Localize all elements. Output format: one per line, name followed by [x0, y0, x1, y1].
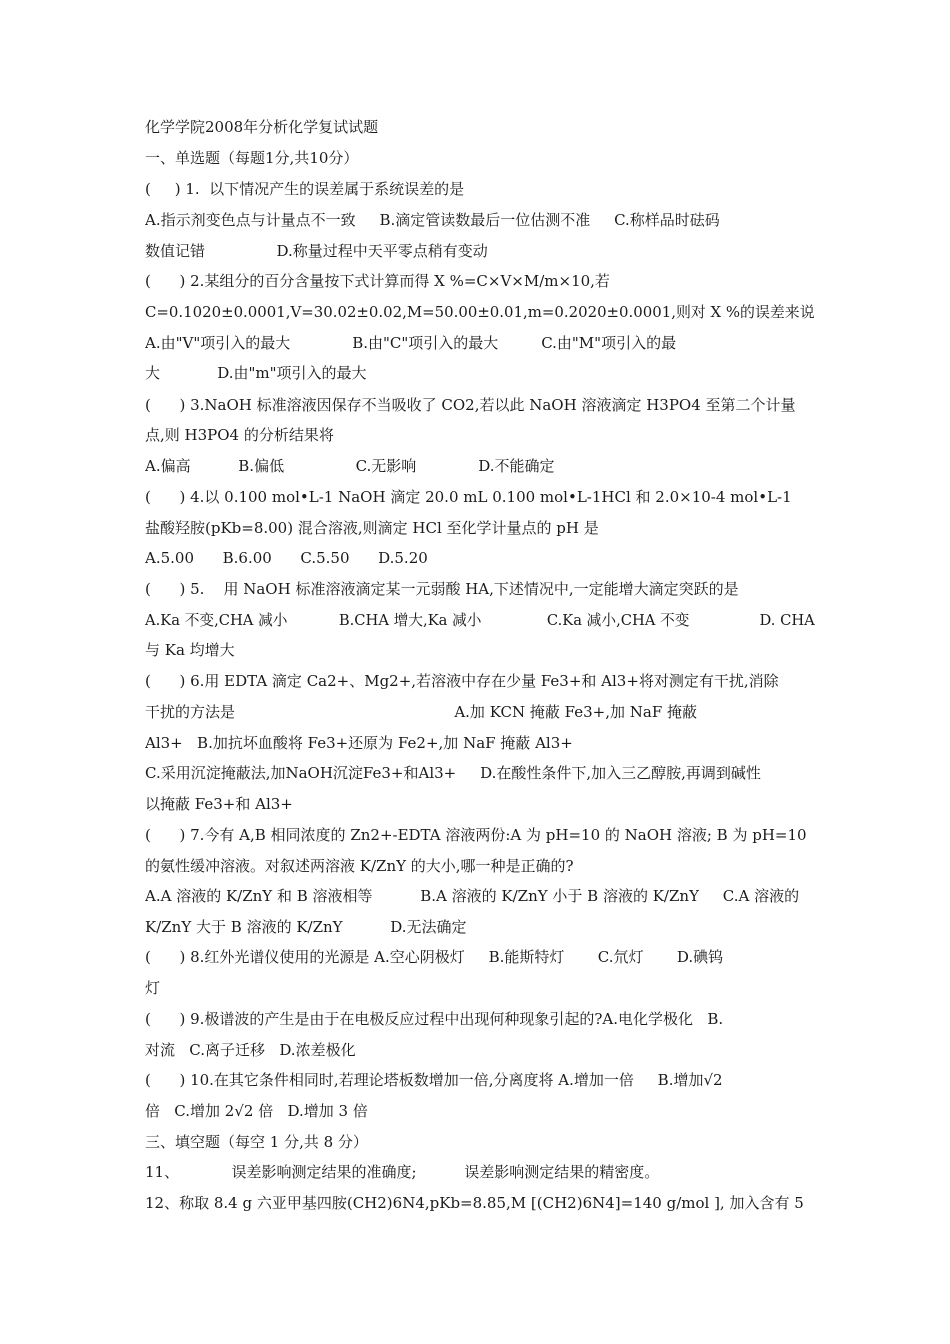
question-line: ( ) 9.极谱波的产生是由于在电极反应过程中出现何种现象引起的?A.电化学极化 B.	[145, 1010, 724, 1028]
question-line: 大 D.由"m"项引入的最大	[145, 364, 367, 382]
question-line: 点,则 H3PO4 的分析结果将	[145, 426, 334, 444]
question-line: 盐酸羟胺(pKb=8.00) 混合溶液,则滴定 HCl 至化学计量点的 pH 是	[145, 519, 599, 537]
question-line: Al3+ B.加抗坏血酸将 Fe3+还原为 Fe2+,加 NaF 掩蔽 Al3+	[145, 734, 573, 752]
question-line: ( ) 4.以 0.100 mol•L-1 NaOH 滴定 20.0 mL 0.100 mol•L-1HCl 和 2.0×10-4 mol•L-1	[145, 488, 792, 506]
question-line: 以掩蔽 Fe3+和 Al3+	[145, 795, 293, 813]
question-line: ( ) 2.某组分的百分含量按下式计算而得 X %=C×V×M/m×10,若	[145, 272, 610, 290]
question-line: C=0.1020±0.0001,V=30.02±0.02,M=50.00±0.01,m=0.2020±0.0001,则对 X %的误差来说	[145, 303, 815, 321]
question-line: C.采用沉淀掩蔽法,加NaOH沉淀Fe3+和Al3+ D.在酸性条件下,加入三乙醇胺,再调到碱性	[145, 764, 761, 782]
question-line: A.Ka 不变,CHA 减小 B.CHA 增大,Ka 减小 C.Ka 减小,CHA 不变 D. CHA	[145, 611, 815, 629]
question-line: ( ) 5. 用 NaOH 标准溶液滴定某一元弱酸 HA,下述情况中,一定能增大滴定突跃的是	[145, 580, 739, 598]
section-heading: 一、单选题（每题1分,共10分）	[145, 149, 359, 167]
question-line: ( ) 7.今有 A,B 相同浓度的 Zn2+-EDTA 溶液两份:A 为 pH=10 的 NaOH 溶液; B 为 pH=10	[145, 826, 807, 844]
question-line: 干扰的方法是 A.加 KCN 掩蔽 Fe3+,加 NaF 掩蔽	[145, 703, 697, 721]
question-line: A.指示剂变色点与计量点不一致 B.滴定管读数最后一位估测不准 C.称样品时砝码	[145, 211, 720, 229]
question-line: 数值记错 D.称量过程中天平零点稍有变动	[145, 242, 488, 260]
question-line: 灯	[145, 979, 161, 997]
question-line: 倍 C.增加 2√2 倍 D.增加 3 倍	[145, 1102, 368, 1120]
question-line: A.由"V"项引入的最大 B.由"C"项引入的最大 C.由"M"项引入的最	[145, 334, 677, 352]
question-line: A.A 溶液的 K/ZnY 和 B 溶液相等 B.A 溶液的 K/ZnY 小于 B 溶液的 K/ZnY C.A 溶液的	[145, 887, 800, 905]
question-line: 11、 误差影响测定结果的准确度; 误差影响测定结果的精密度。	[145, 1163, 660, 1181]
question-line: ( ) 6.用 EDTA 滴定 Ca2+、Mg2+,若溶液中存在少量 Fe3+和 Al3+将对测定有干扰,消除	[145, 672, 779, 690]
question-line: ( ) 1. 以下情况产生的误差属于系统误差的是	[145, 180, 465, 198]
exam-title: 化学学院2008年分析化学复试试题	[145, 118, 379, 136]
question-line: A.偏高 B.偏低 C.无影响 D.不能确定	[145, 457, 555, 475]
question-line: 对流 C.离子迁移 D.浓差极化	[145, 1041, 356, 1059]
question-line: 12、称取 8.4 g 六亚甲基四胺(CH2)6N4,pKb=8.85,M [(CH2)6N4]=140 g/mol ], 加入含有 5	[145, 1194, 804, 1212]
question-line: ( ) 8.红外光谱仪使用的光源是 A.空心阴极灯 B.能斯特灯 C.氘灯 D.碘钨	[145, 948, 724, 966]
question-line: 的氨性缓冲溶液。对叙述两溶液 K/ZnY 的大小,哪一种是正确的?	[145, 857, 574, 875]
question-line: K/ZnY 大于 B 溶液的 K/ZnY D.无法确定	[145, 918, 467, 936]
question-line: 与 Ka 均增大	[145, 641, 235, 659]
question-line: ( ) 10.在其它条件相同时,若理论塔板数增加一倍,分离度将 A.增加一倍 B.增加√2	[145, 1071, 723, 1089]
question-line: A.5.00 B.6.00 C.5.50 D.5.20	[145, 549, 428, 567]
question-line: ( ) 3.NaOH 标准溶液因保存不当吸收了 CO2,若以此 NaOH 溶液滴定 H3PO4 至第二个计量	[145, 396, 796, 414]
section-heading: 三、填空题（每空 1 分,共 8 分）	[145, 1133, 368, 1151]
